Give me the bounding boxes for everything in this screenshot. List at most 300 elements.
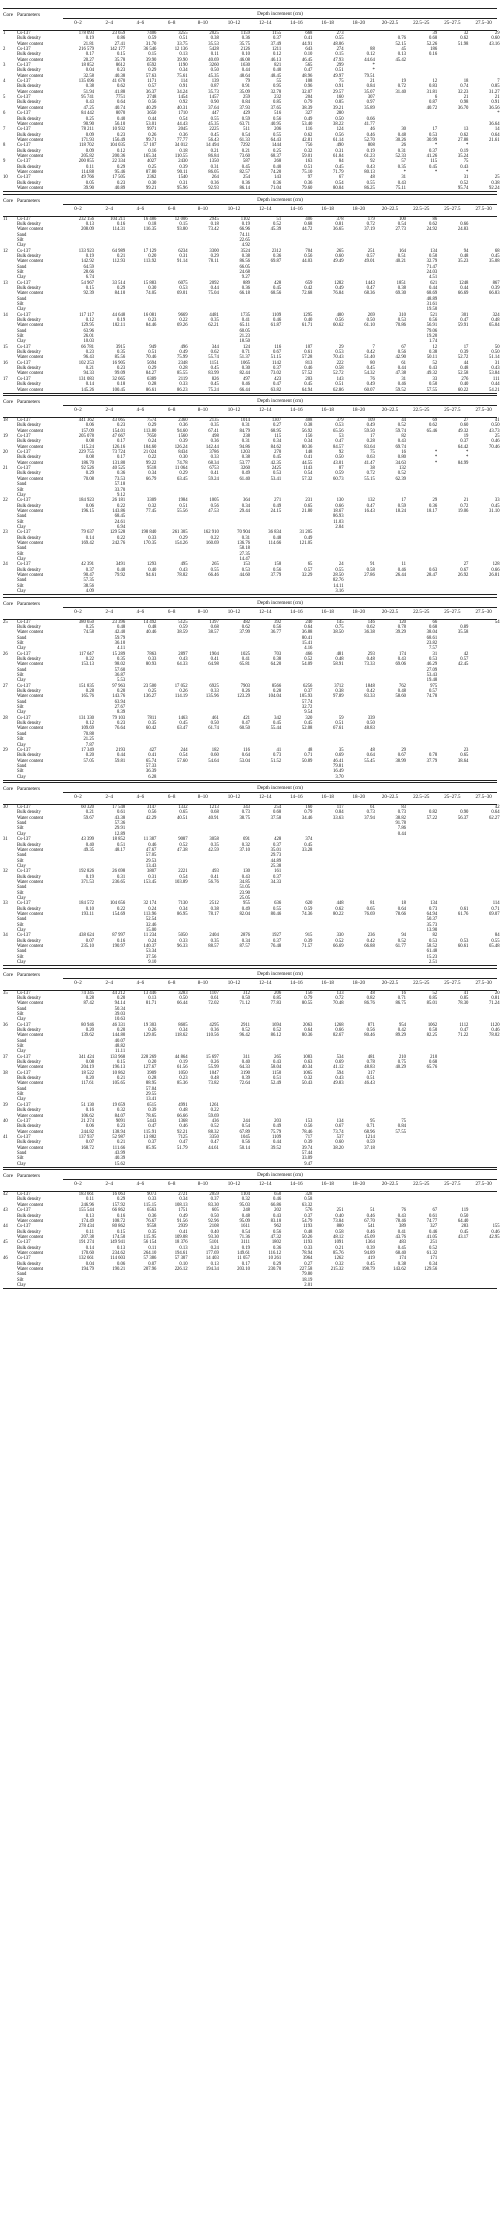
cell-value: 3309: [147, 498, 157, 504]
cell-value: 24.61: [114, 519, 126, 525]
cell-value: 955: [242, 901, 250, 907]
cell-value: 64.98: [208, 662, 219, 668]
cell-value: 0.13: [148, 995, 157, 1001]
parameter-label: Clay: [17, 275, 26, 281]
header-core: Core: [3, 600, 14, 607]
cell-value: 114.31: [112, 227, 126, 233]
cell-value: 0.45: [272, 721, 282, 727]
cell-value: 0.71: [304, 753, 313, 759]
cell-value: 0.12: [85, 318, 94, 324]
cell-value: 0.95: [272, 84, 282, 90]
cell-value: 0.55: [335, 567, 344, 573]
cell-value: 107: [305, 344, 313, 350]
cell-value: 27: [463, 562, 469, 568]
cell-value: 0.56: [272, 567, 282, 573]
header-column: 18–20: [352, 206, 366, 212]
cell-value: 7.87: [85, 742, 94, 748]
cell-value: 41: [463, 990, 469, 996]
cell-value: 0.34: [304, 439, 313, 445]
cell-value: 30: [401, 127, 406, 133]
cell-value: 0.34: [241, 938, 250, 944]
cell-value: 0.58: [304, 1197, 313, 1203]
cell-value: 37.94: [364, 815, 375, 821]
cell-value: 8.39: [116, 710, 126, 716]
parameter-label: Cs-137: [17, 111, 31, 117]
cell-value: 65.56: [333, 428, 344, 434]
cell-value: 1268: [334, 1022, 344, 1028]
cell-value: 132: [367, 498, 375, 504]
cell-value: 41.05: [426, 1234, 438, 1240]
cell-value: 541: [367, 1224, 375, 1230]
cell-value: 27.67: [114, 705, 126, 711]
cell-value: 60.07: [364, 387, 375, 393]
cell-value: 60.22: [457, 387, 469, 393]
cell-value: 1025: [240, 651, 250, 657]
cell-value: 0.56: [397, 350, 406, 356]
core-id: 9: [3, 159, 6, 165]
cell-value: 0.73: [397, 810, 406, 816]
cell-value: 0.45: [304, 382, 313, 388]
cell-value: 60.61: [457, 944, 469, 950]
cell-value: 50.26: [301, 1234, 313, 1240]
cell-value: 59.67: [83, 815, 94, 821]
cell-value: 9558: [147, 1224, 157, 1230]
cell-value: 0.50: [428, 253, 438, 259]
cell-value: 58.91: [333, 662, 344, 668]
parameter-label: Water content: [17, 57, 44, 63]
cell-value: 0.47: [179, 1140, 188, 1146]
cell-value: 310: [398, 312, 406, 318]
cell-value: 6.94: [116, 524, 126, 530]
cell-value: 19.50: [426, 307, 438, 313]
cell-value: 36.70: [457, 105, 469, 111]
header-column: 16–18: [321, 408, 334, 414]
cell-value: 0.11: [85, 1197, 94, 1203]
cell-value: 0.23: [85, 350, 94, 356]
cell-value: 86.95: [177, 911, 188, 917]
header-column: 16–18: [321, 206, 334, 212]
cell-value: 208.09: [81, 227, 94, 233]
cell-value: 0.91: [335, 84, 344, 90]
core-id: 17: [3, 376, 8, 382]
cell-value: 89.29: [395, 1033, 406, 1039]
cell-value: 26 181: [112, 498, 126, 504]
cell-value: 75.79: [270, 1129, 282, 1135]
cell-value: 0.38: [210, 36, 219, 42]
table-body: [3, 805, 500, 966]
cell-value: 756: [305, 143, 313, 149]
cell-value: 21: [463, 498, 469, 504]
cell-value: 0.47: [241, 721, 250, 727]
cell-value: 235.10: [81, 944, 94, 950]
cell-value: 57.33: [145, 763, 157, 769]
cell-value: 31: [463, 175, 469, 181]
cell-value: 174.49: [81, 1218, 94, 1224]
header-column: 18–20: [352, 1182, 366, 1188]
cell-value: 36.37: [145, 89, 157, 95]
core-id: 30: [3, 805, 8, 811]
cell-value: 27.35: [239, 551, 250, 557]
cell-value: 80.36: [301, 1033, 313, 1039]
cell-value: 0.68: [210, 624, 219, 630]
parameter-label: Cs-137: [17, 1240, 31, 1246]
cell-value: 190.97: [112, 944, 126, 950]
cell-value: 268: [274, 159, 282, 165]
cell-value: 136.76: [237, 540, 250, 546]
cell-value: 762: [398, 683, 406, 689]
cell-value: 248: [242, 1208, 250, 1214]
cell-value: 0.43: [335, 1076, 344, 1082]
cell-value: 56.10: [114, 121, 126, 127]
cell-value: 0.58: [335, 1229, 344, 1235]
cell-value: 65.81: [239, 662, 250, 668]
cell-value: 28.50: [333, 573, 344, 579]
parameter-label: Silt: [17, 1277, 24, 1283]
cell-value: 75: [370, 450, 375, 456]
parameter-label: Water content: [17, 1250, 44, 1256]
cell-value: 0.28: [148, 1076, 157, 1082]
parameter-label: Clay: [17, 1282, 26, 1288]
cell-value: 0.66: [335, 503, 344, 509]
cell-value: 74.78: [177, 460, 188, 466]
cell-value: 143: [336, 376, 344, 382]
header-column: 6–8: [167, 408, 176, 414]
cell-value: 46.45: [301, 57, 313, 63]
header-column: 18–20: [352, 408, 366, 414]
header-column: 8–10: [197, 980, 208, 986]
cell-value: 42.35: [270, 460, 282, 466]
cell-value: 0.50: [210, 721, 219, 727]
cell-value: 75: [338, 79, 344, 85]
parameter-label: Cs-137: [17, 280, 31, 286]
parameter-label: Bulk density: [17, 100, 41, 106]
cell-value: 117.61: [81, 1081, 94, 1087]
cell-value: 0.56: [335, 318, 344, 324]
header-column: 2–4: [105, 980, 113, 986]
parameter-label: Cs-137: [17, 530, 31, 536]
cell-value: 63.82: [270, 387, 282, 393]
cell-value: 84.62: [270, 444, 282, 450]
cell-value: 0.20: [85, 1028, 94, 1033]
cell-value: 0.50: [335, 116, 344, 122]
cell-value: 16 486: [143, 216, 157, 222]
cell-value: 4.51: [428, 275, 438, 281]
cell-value: 73.02: [270, 371, 282, 377]
cell-value: 0.98: [460, 100, 469, 106]
cell-value: 33.70: [114, 487, 126, 493]
header-column: 16–18: [321, 980, 334, 986]
parameter-label: Bulk density: [17, 318, 41, 324]
cell-value: 1443: [365, 280, 375, 286]
cell-value: 53.01: [145, 121, 157, 127]
cell-value: 204.19: [81, 1065, 94, 1071]
cell-value: 0.36: [272, 180, 282, 186]
cell-value: 205.82: [81, 153, 94, 159]
parameter-label: Water content: [17, 1081, 44, 1087]
cell-value: 117 647: [78, 651, 94, 657]
cell-value: 0.85: [272, 100, 282, 106]
cell-value: 81.71: [145, 1001, 157, 1007]
cell-value: 0.21: [85, 366, 94, 372]
cell-value: 18.24: [395, 508, 406, 514]
parameter-label: Bulk density: [17, 382, 41, 388]
cell-value: 40 525: [112, 466, 126, 472]
cell-value: 254: [274, 805, 282, 811]
cell-value: 168.72: [81, 1145, 94, 1151]
parameter-label: Water content: [17, 169, 44, 175]
cell-value: 17 505: [112, 175, 126, 181]
cell-value: 69.01: [177, 291, 188, 297]
cell-value: 16 081: [143, 312, 157, 318]
cell-value: 95.46: [114, 169, 126, 175]
cell-value: 109: [367, 418, 375, 424]
cell-value: 21: [494, 95, 500, 101]
cell-value: 0.49: [241, 906, 250, 912]
cell-value: 88: [370, 47, 375, 53]
cell-value: 0.07: [148, 1261, 157, 1267]
cell-value: 44.61: [208, 1145, 219, 1151]
cell-value: 0.40: [304, 318, 313, 324]
cell-value: 0.67: [397, 753, 406, 759]
parameter-label: Sand: [17, 1006, 27, 1012]
cell-value: 3.16: [335, 589, 344, 595]
cell-value: 216 579: [78, 47, 94, 53]
cell-value: 59.52: [395, 387, 406, 393]
cell-value: 33.75: [177, 41, 188, 47]
cell-value: 0.50: [210, 68, 219, 74]
cell-value: 113.96: [143, 911, 157, 917]
cell-value: 110.55: [174, 153, 188, 159]
cell-value: 0.40: [210, 1229, 219, 1235]
cell-value: 0.68: [428, 1060, 438, 1066]
cell-value: 0.52: [397, 471, 406, 477]
table-row: [3, 1283, 497, 1288]
parameter-label: Clay: [17, 774, 26, 780]
cell-value: 0.60: [335, 1140, 344, 1146]
cell-value: 80.36: [301, 444, 313, 450]
cell-value: 23 659: [112, 31, 126, 36]
cell-value: 3964: [303, 1256, 313, 1262]
cell-value: 0.65: [460, 753, 469, 759]
cell-value: 0.60: [491, 36, 500, 42]
cell-value: 115.15: [143, 1202, 157, 1208]
cell-value: 0.52: [179, 842, 188, 848]
cell-value: 96.33: [177, 944, 188, 950]
cell-value: 0.35: [116, 350, 126, 356]
cell-value: 56.37: [457, 815, 469, 821]
cell-value: 2.01: [304, 1282, 313, 1288]
cell-value: 68.96: [364, 1129, 375, 1135]
cell-value: 7: [372, 344, 375, 350]
cell-value: 406: [305, 216, 313, 222]
parameter-label: Water content: [17, 726, 44, 732]
header-column: 12–14: [258, 1182, 272, 1188]
cell-value: 66.44: [177, 1001, 188, 1007]
cell-value: 44 212: [112, 990, 126, 996]
cell-value: 92 526: [81, 466, 94, 472]
cell-value: 0.34: [179, 1197, 188, 1203]
cell-value: 44.64: [364, 57, 375, 63]
cell-value: 15 289: [112, 651, 126, 657]
cell-value: 0.62: [241, 624, 250, 630]
cell-value: 0.21: [116, 1140, 126, 1146]
header-column: 4–6: [136, 980, 145, 986]
cell-value: 0.15: [116, 52, 126, 58]
cell-value: 380 650: [78, 619, 94, 625]
cell-value: 379: [336, 418, 344, 424]
parameter-label: Clay: [17, 1017, 26, 1023]
cell-value: 0.08: [85, 439, 94, 445]
cell-value: 79 637: [81, 530, 94, 536]
parameter-label: Water content: [17, 371, 44, 377]
cell-value: 419: [367, 1256, 375, 1262]
cell-value: 276: [461, 376, 469, 382]
cell-value: 100.45: [112, 387, 126, 393]
cell-value: 0.49: [366, 382, 375, 388]
parameter-label: Water content: [17, 41, 44, 47]
cell-value: 79.06: [426, 328, 438, 334]
parameter-label: Sand: [17, 763, 27, 769]
cell-value: 0.32: [148, 503, 157, 509]
cell-value: 48.83: [364, 1065, 375, 1071]
cell-value: 299: [336, 63, 344, 69]
cell-value: 0.45: [428, 164, 438, 170]
cell-value: 47.32: [270, 1234, 282, 1240]
parameter-label: Bulk density: [17, 874, 41, 880]
cell-value: 25: [494, 434, 500, 440]
cell-value: 36.64: [489, 121, 500, 127]
cell-value: 0.47: [460, 318, 469, 324]
cell-value: 0.62: [428, 423, 438, 429]
cell-value: 44.89: [270, 858, 282, 864]
cell-value: 232: [274, 95, 282, 101]
cell-value: 954: [398, 1022, 406, 1028]
header-column: 25–27.5: [444, 795, 461, 801]
cell-value: 93.80: [177, 227, 188, 233]
cell-value: 0.27: [272, 423, 282, 429]
cell-value: 0.64: [304, 1028, 313, 1033]
cell-value: 84.57: [333, 444, 344, 450]
cell-value: 0.63: [428, 567, 438, 573]
table-block: [3, 597, 500, 781]
cell-value: 66 781: [81, 344, 94, 350]
cell-value: *: [497, 111, 500, 117]
header-column: 25–27.5: [444, 408, 461, 414]
cell-value: 26.81: [489, 573, 500, 579]
header-column: 20–22.5: [381, 21, 399, 26]
cell-value: 0.18: [116, 382, 126, 388]
cell-value: 0.82: [428, 810, 438, 816]
cell-value: 0.85: [491, 84, 500, 90]
cell-value: 17: [432, 127, 438, 133]
cell-value: 40.95: [270, 121, 282, 127]
cell-value: 0.18: [179, 148, 188, 154]
parameter-label: Cs-137: [17, 360, 31, 366]
cell-value: 57.22: [426, 815, 438, 821]
cell-value: 91.14: [177, 259, 188, 265]
cell-value: 3491: [115, 562, 126, 568]
cell-value: 0.31: [210, 164, 219, 170]
cell-value: 0.55: [210, 567, 219, 573]
parameter-label: Water content: [17, 1065, 44, 1071]
cell-value: 0.30: [148, 285, 157, 291]
parameter-label: Water content: [17, 1202, 44, 1208]
cell-value: 0.16: [116, 221, 126, 227]
parameter-label: Bulk density: [17, 657, 41, 662]
cell-value: 1282: [334, 280, 344, 286]
cell-value: 35: [338, 747, 344, 753]
cell-value: 0.22: [116, 535, 126, 541]
cell-value: 68.40: [395, 1250, 406, 1256]
cell-value: 18.50: [239, 339, 250, 345]
cell-value: 0.68: [428, 36, 438, 42]
cell-value: 0.62: [460, 36, 469, 42]
cell-value: 461: [211, 715, 219, 721]
cell-value: 0.74: [460, 84, 469, 90]
parameter-label: Sand: [17, 667, 27, 673]
header-column: 10–12: [227, 206, 241, 212]
cell-value: 23: [463, 747, 469, 753]
cell-value: 105.93: [299, 694, 313, 700]
cell-value: 206: [274, 990, 282, 996]
cell-value: 0.46: [272, 318, 282, 324]
cell-value: 71.57: [301, 944, 313, 950]
cell-value: 0.38: [491, 180, 500, 186]
cell-value: 975: [430, 683, 438, 689]
cell-value: 84.07: [114, 1113, 126, 1119]
cell-value: 2945: [209, 216, 219, 222]
cell-value: 42.29: [145, 815, 157, 821]
cell-value: 57.60: [114, 667, 126, 673]
cell-value: 0.47: [335, 439, 344, 445]
header-column: 16–18: [321, 21, 334, 26]
cell-value: 389: [398, 1224, 406, 1230]
cell-value: 6515: [147, 1102, 157, 1108]
cell-value: 51.52: [270, 758, 282, 764]
cell-value: 64.42: [457, 444, 469, 450]
cell-value: 0.65: [366, 906, 375, 912]
cell-value: 0.35: [210, 423, 219, 429]
cell-value: 2430: [178, 159, 188, 165]
cell-value: 0.48: [241, 1213, 250, 1219]
cell-value: 0.59: [304, 906, 313, 912]
cell-value: 80: [370, 360, 375, 366]
cell-value: 11 057: [237, 1256, 250, 1262]
cell-value: 0.34: [148, 471, 157, 477]
cell-value: 29.44: [239, 508, 250, 514]
cell-value: 29: [432, 498, 438, 504]
cell-value: 0.38: [428, 350, 438, 356]
cell-value: 0.42: [366, 689, 375, 695]
cell-value: 52.54: [145, 917, 157, 923]
cell-value: 40.29: [145, 105, 157, 111]
cell-value: 15.41: [301, 640, 313, 646]
cell-value: 636: [274, 901, 282, 907]
cell-value: 0.19: [85, 874, 94, 880]
cell-value: 0.43: [397, 180, 406, 186]
cell-value: 0.46: [241, 382, 250, 388]
table-row: [3, 185, 500, 191]
cell-value: 0.16: [148, 148, 157, 154]
cell-value: 0.50: [366, 721, 375, 727]
cell-value: 0.47: [304, 68, 313, 74]
cell-value: 55.56: [177, 508, 188, 514]
cell-value: 0.39: [460, 350, 469, 356]
cell-value: 21.23: [239, 334, 250, 340]
cell-value: 4.11: [117, 646, 126, 652]
cell-value: 2063: [303, 1022, 313, 1028]
cell-value: 82: [401, 434, 406, 440]
